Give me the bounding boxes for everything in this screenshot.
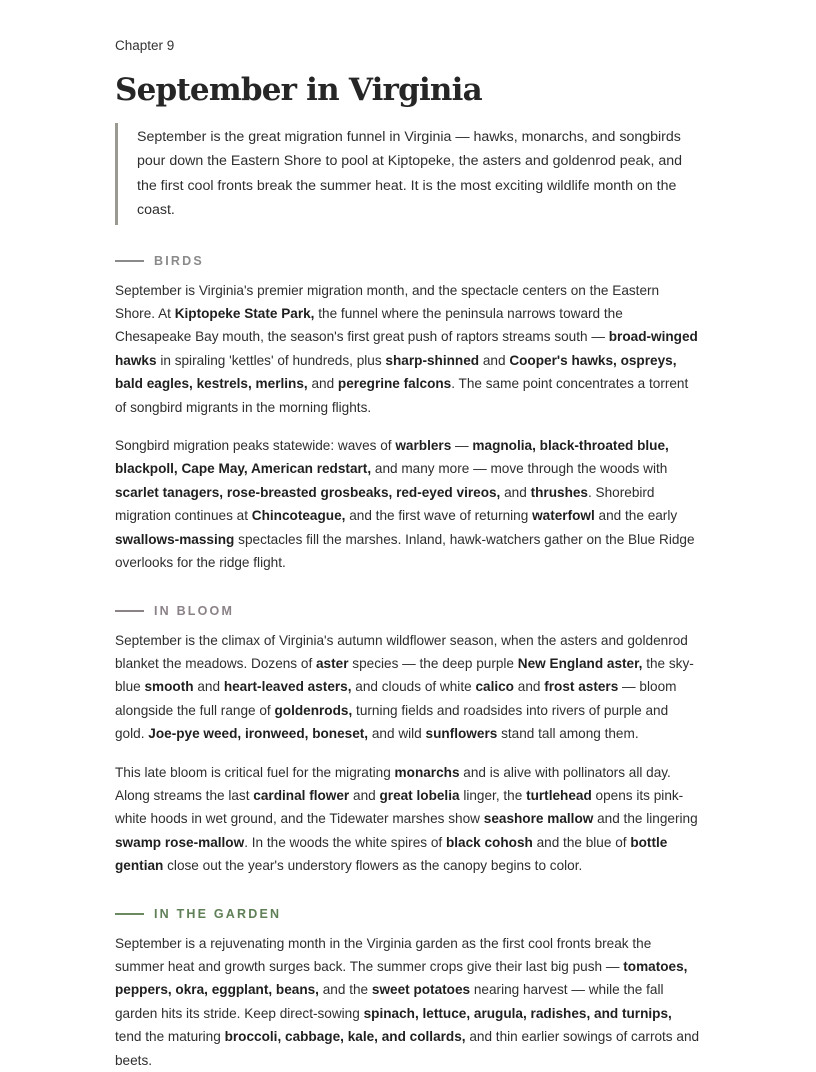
bold-term: great lobelia — [379, 787, 460, 803]
paragraph — [115, 629, 700, 746]
bold-term: bottle gentian — [115, 834, 668, 874]
text-run: . The same point concentrates a torrent of songbird migrants in the morning flights. — [115, 376, 689, 415]
chapter-page — [115, 30, 700, 1072]
bold-term: heart-leaved asters, — [223, 679, 352, 695]
bold-term: Joe-pye weed, ironweed, boneset, — [148, 726, 369, 742]
bold-term: warblers — [395, 438, 452, 454]
bold-term: broccoli, cabbage, kale, and collards, — [224, 1029, 466, 1045]
section-in-bloom — [115, 603, 700, 878]
text-run: opens its pink-white hoods in wet ground, and the Tidewater marshes show — [115, 787, 684, 827]
intro-blockquote: September is the great migration funnel in Virginia — hawks, monarchs, and songbirds pour down the Eastern Shore to pool at Kiptopeke, the asters and goldenrod peak, and the first cool fronts break the summer heat. It is the most exciting wildlife month on the coast. — [115, 123, 700, 225]
text-run: and clouds of white — [351, 679, 476, 695]
text-run: — — [451, 438, 473, 454]
section-title: IN THE GARDEN — [154, 906, 282, 921]
bold-term: Cooper's hawks, ospreys, bald eagles, kestrels, merlins, — [115, 352, 677, 392]
bold-term: sharp-shinned — [385, 352, 480, 368]
paragraph — [115, 932, 700, 1072]
paragraph — [115, 761, 700, 878]
bold-term: waterfowl — [532, 508, 595, 524]
bold-term: magnolia, black-throated blue, blackpoll, Cape May, American redstart, — [115, 438, 669, 477]
section-heading — [115, 603, 700, 619]
bold-term: seashore mallow — [483, 811, 594, 827]
paragraph — [115, 279, 700, 419]
bold-term: frost asters — [544, 679, 619, 695]
section-birds — [115, 253, 700, 575]
text-run: September is a rejuvenating month in the Virginia garden as the first cool fronts break the summer heat and growth surges back. The summer crops give their last big push — — [115, 935, 652, 974]
bold-term: swamp rose-mallow — [115, 834, 245, 850]
text-run: Songbird migration peaks statewide: waves of — [115, 438, 396, 454]
bold-term: scarlet tanagers, rose-breasted grosbeaks, red-eyed vireos, — [115, 484, 501, 500]
bold-term: New England aster, — [517, 655, 643, 671]
chapter-label: Chapter 9 — [115, 38, 175, 53]
section-title: BIRDS — [154, 253, 204, 268]
bold-term: goldenrods, — [274, 702, 353, 718]
bold-term: spinach, lettuce, arugula, radishes, and turnips, — [363, 1005, 672, 1021]
section-heading — [115, 906, 700, 922]
text-run: and many more — move through the woods with — [371, 461, 668, 477]
text-run: and the early — [594, 508, 678, 524]
section-title: IN BLOOM — [154, 603, 235, 618]
text-run: September is the climax of Virginia's autumn wildflower season, when the asters and goldenrod blanket the meadows. Dozens of — [115, 632, 688, 671]
text-run: and — [193, 679, 224, 695]
text-run: . In the woods the white spires of — [244, 834, 446, 850]
text-run: and — [479, 352, 510, 368]
text-run: and — [307, 376, 338, 392]
bold-term: calico — [475, 679, 514, 695]
text-run: and wild — [368, 726, 426, 742]
bold-term: Kiptopeke State Park, — [174, 306, 315, 322]
bold-term: black cohosh — [445, 834, 533, 850]
bold-term: turtlehead — [526, 787, 592, 803]
text-run: and — [349, 787, 380, 803]
section-rule — [115, 610, 144, 612]
text-run: and the blue of — [532, 834, 631, 850]
text-run: and the lingering — [593, 811, 698, 827]
text-run: and — [514, 679, 545, 695]
bold-term: thrushes — [530, 484, 588, 500]
text-run: — bloom alongside the full range of — [115, 679, 677, 718]
text-run: linger, the — [459, 787, 527, 803]
bold-term: peregrine falcons — [337, 376, 452, 392]
text-run: turning fields and roadsides into rivers of purple and gold. — [115, 702, 669, 742]
text-run: This late bloom is critical fuel for the migrating — [115, 764, 395, 780]
text-run: spectacles fill the marshes. Inland, hawk-watchers gather on the Blue Ridge overlooks for the ridge flight. — [115, 531, 695, 571]
bold-term: cardinal flower — [253, 787, 350, 803]
text-run: the sky-blue — [115, 655, 694, 695]
bold-term: tomatoes, peppers, okra, eggplant, beans, — [115, 958, 688, 998]
text-run: tend the maturing — [115, 1029, 225, 1045]
text-run: September is Virginia's premier migration month, and the spectacle centers on the Eastern Shore. At — [115, 282, 660, 322]
section-in-the-garden — [115, 906, 700, 1072]
section-rule — [115, 260, 144, 262]
text-run: and — [500, 484, 531, 500]
text-run: nearing harvest — while the fall garden hits its stride. Keep direct-sowing — [115, 982, 664, 1021]
text-run: and is alive with pollinators all day. Along streams the last — [115, 764, 671, 803]
bold-term: monarchs — [394, 764, 460, 780]
text-run: . Shorebird migration continues at — [115, 484, 655, 524]
bold-term: Chincoteague, — [251, 508, 346, 524]
bold-term: smooth — [144, 679, 194, 695]
text-run: close out the year's understory flowers as the canopy begins to color. — [163, 858, 583, 874]
bold-term: swallows-massing — [115, 531, 235, 547]
text-run: the funnel where the peninsula narrows toward the Chesapeake Bay mouth, the season's first great push of raptors streams south — — [115, 306, 623, 345]
bold-term: sunflowers — [425, 726, 498, 742]
section-rule — [115, 913, 144, 915]
bold-term: broad-winged hawks — [115, 329, 698, 368]
text-run: species — the deep purple — [348, 655, 518, 671]
bold-term: sweet potatoes — [371, 982, 471, 998]
bold-term: aster — [316, 655, 349, 671]
text-run: and the — [318, 982, 372, 998]
text-run: in spiraling 'kettles' of hundreds, plus — [156, 352, 386, 368]
text-run: stand tall among them. — [497, 726, 639, 742]
text-run: and thin earlier sowings of carrots and beets. — [115, 1029, 700, 1068]
text-run: and the first wave of returning — [345, 508, 533, 524]
paragraph — [115, 434, 700, 574]
section-heading — [115, 253, 700, 269]
chapter-title: September in Virginia — [115, 72, 482, 108]
